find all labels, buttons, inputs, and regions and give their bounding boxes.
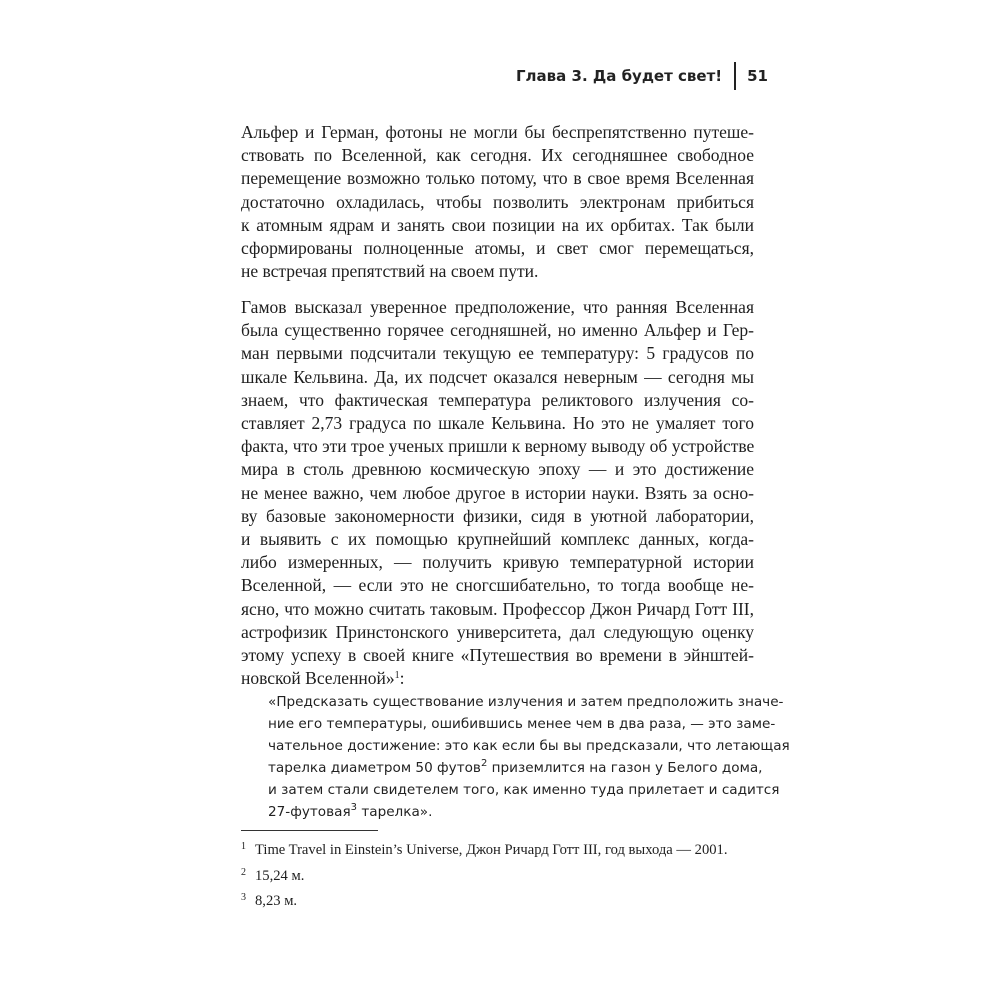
text-line: факта, что эти трое ученых пришли к верному выводу об устройстве xyxy=(241,436,755,457)
footnote-number: 2 xyxy=(241,866,246,878)
text-line: сформированы полноценные атомы, и свет смог перемещаться, xyxy=(241,238,754,259)
text-line: перемещение возможно только потому, что в свое время Вселенная xyxy=(241,168,754,189)
footnote-ref-3[interactable]: 3 xyxy=(350,802,357,813)
quote-line: ние его температуры, ошибившись менее чем в два раза, — это заме- xyxy=(268,716,776,732)
text-line: не встречая препятствий на своем пути. xyxy=(241,261,539,282)
footnote-number: 3 xyxy=(241,892,246,903)
page-number: 51 xyxy=(747,67,768,85)
footnotes xyxy=(241,836,781,913)
text-line: ман первыми подсчитали текущую ее температуру: 5 градусов по xyxy=(241,343,754,364)
header-divider xyxy=(734,62,736,90)
text-line: шкале Кельвина. Да, их подсчет оказался неверным — сегодня мы xyxy=(241,366,754,387)
text-fragment: новской Вселенной» xyxy=(241,668,395,689)
footnote-3 xyxy=(241,887,781,913)
running-header xyxy=(516,62,768,90)
quote-line xyxy=(268,757,763,779)
text-line: Альфер и Герман, фотоны не могли бы беспрепятственно путеше- xyxy=(241,122,754,142)
footnote-ref-2[interactable]: 2 xyxy=(480,758,488,769)
paragraph-1 xyxy=(241,121,754,283)
quote-line: и затем стали свидетелем того, как именно туда прилетает и садится xyxy=(268,782,780,798)
paragraph-2 xyxy=(241,296,754,690)
text-fragment: приземлится на газон у Белого дома, xyxy=(487,760,763,776)
footnote-text: 8,23 м. xyxy=(255,893,298,909)
text-fragment: : xyxy=(399,668,405,689)
text-line: этому успеху в своей книге «Путешествия во времени в эйнштей- xyxy=(241,645,754,666)
footnote-1 xyxy=(241,836,781,862)
text-line: ясно, что можно считать таковым. Профессор Джон Ричард Готт III, xyxy=(241,598,754,619)
text-line: либо измеренных, — получить кривую температурной истории xyxy=(241,552,754,573)
text-line: Вселенной, — если это не сногсшибательно, то тогда вообще не- xyxy=(241,575,754,596)
footnote-ref-1[interactable]: 1 xyxy=(394,670,400,682)
footnote-text: 15,24 м. xyxy=(255,867,305,884)
text-line: не менее важно, чем любое другое в истории науки. Взять за осно- xyxy=(241,482,754,503)
footnote-separator xyxy=(241,830,378,831)
text-line: достаточно охладилась, чтобы позволить электронам прибиться xyxy=(241,191,754,212)
chapter-title: Глава 3. Да будет свет! xyxy=(516,67,723,85)
text-line: мира в столь древнюю космическую эпоху — и это достижение xyxy=(241,459,754,480)
text-line xyxy=(241,667,754,690)
text-fragment: тарелка диаметром 50 футов xyxy=(268,760,481,776)
text-fragment: тарелка». xyxy=(357,804,433,820)
quote-line xyxy=(268,801,743,823)
text-line: ву базовые закономерности физики, сидя в уютной лаборатории, xyxy=(241,505,754,526)
text-line: ствовать по Вселенной, как сегодня. Их сегодняшнее свободное xyxy=(241,145,754,166)
text-line: ставляет 2,73 градуса по шкале Кельвина. Но это не умаляет того xyxy=(241,413,754,434)
text-line: знаем, что фактическая температура реликтового излучения со- xyxy=(241,389,754,410)
text-line: к атомным ядрам и занять свои позиции на их орбитах. Так были xyxy=(241,214,754,235)
text-line: и выявить с их помощью крупнейший комплекс данных, когда- xyxy=(241,529,754,550)
text-line: астрофизик Принстонского университета, дал следующую оценку xyxy=(241,621,754,642)
quote-line: «Предсказать существование излучения и затем предположить значе- xyxy=(268,694,784,710)
footnote-number: 1 xyxy=(241,841,246,852)
block-quote xyxy=(268,691,790,823)
text-line: была существенно горячее сегодняшней, но именно Альфер и Гер- xyxy=(241,320,754,341)
quote-line: чательное достижение: это как если бы вы предсказали, что летающая xyxy=(268,738,790,754)
footnote-2 xyxy=(241,862,781,888)
footnote-text: Time Travel in Einstein’s Universe, Джон Ричард Готт III, год выхода — 2001. xyxy=(255,842,728,858)
text-line: Гамов высказал уверенное предположение, что ранняя Вселенная xyxy=(241,297,754,317)
text-fragment: 27-футовая xyxy=(268,804,351,820)
